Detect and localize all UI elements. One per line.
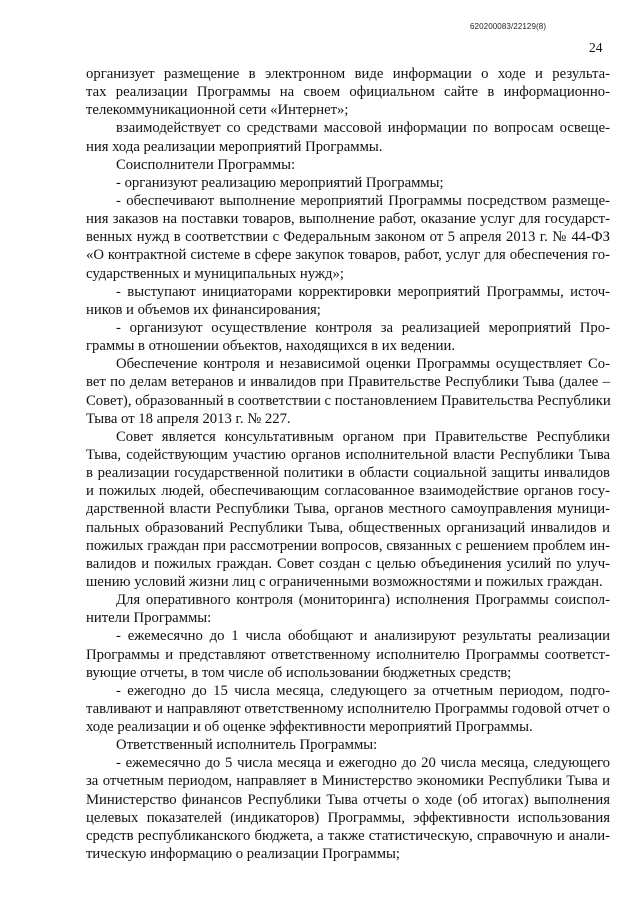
text-line: вет по делам ветеранов и инвалидов при Правительстве Республики Тыва (далее –	[86, 374, 610, 391]
text-line: - ежемесячно до 1 числа обобщают и анализируют результаты реализации	[116, 628, 610, 645]
text-line: Тыва от 18 апреля 2013 г. № 227.	[86, 410, 291, 427]
text-line: Обеспечение контроля и независимой оценки Программы осуществляет Со-	[116, 356, 610, 373]
page-number: 24	[589, 40, 603, 55]
text-line: ников и объемов их финансирования;	[86, 301, 321, 318]
text-line: ния хода реализации мероприятий Программы.	[86, 138, 383, 155]
text-line: сударственных и муниципальных нужд»;	[86, 265, 344, 282]
text-line: тавливают и направляют ответственному исполнителю Программы годовой отчет о	[86, 700, 610, 717]
body-text	[86, 65, 610, 863]
text-line: тах реализации Программы на своем официальном сайте в информационно-	[86, 84, 610, 101]
text-line: дарственной власти Республики Тыва, органов местного самоуправления муници-	[86, 501, 610, 518]
text-line: в реализации государственной политики в области социальной защиты инвалидов	[86, 465, 610, 482]
text-line: «О контрактной системе в сфере закупок товаров, работ, услуг для обеспечения го-	[86, 247, 610, 264]
text-line: пожилых граждан при рассмотрении вопросов, связанных с решением проблем ин-	[86, 537, 610, 554]
text-line: - ежемесячно до 5 числа месяца и ежегодно до 20 числа месяца, следующего	[116, 755, 610, 772]
text-line: целевых показателей (индикаторов) Программы, эффективности использования	[86, 809, 610, 826]
text-line: Министерство финансов Республики Тыва отчеты о ходе (об итогах) выполнения	[86, 791, 610, 808]
text-line: венных нужд в соответствии с Федеральным законом от 5 апреля 2013 г. № 44-ФЗ	[86, 229, 610, 246]
text-line: за отчетным периодом, направляет в Министерство экономики Республики Тыва и	[86, 773, 610, 790]
text-line: телекоммуникационной сети «Интернет»;	[86, 102, 349, 119]
text-line: - организуют осуществление контроля за реализацией мероприятий Про-	[116, 319, 610, 336]
text-line: Соисполнители Программы:	[116, 156, 296, 173]
text-line: Совет), образованный в соответствии с постановлением Правительства Республики	[86, 392, 611, 409]
text-line: - ежегодно до 15 числа месяца, следующего за отчетным периодом, подго-	[116, 682, 610, 699]
text-line: Ответственный исполнитель Программы:	[116, 737, 378, 754]
text-line: Совет является консультативным органом при Правительстве Республики	[116, 428, 610, 445]
text-line: - организуют реализацию мероприятий Программы;	[116, 174, 444, 191]
text-line: валидов и пожилых граждан. Совет создан с целью объединения усилий по улуч-	[86, 555, 610, 572]
text-line: взаимодействует со средствами массовой информации по вопросам освеще-	[116, 120, 610, 137]
text-line: тическую информацию о реализации Программы;	[86, 846, 400, 863]
text-line: граммы в отношении объектов, находящихся в их ведении.	[86, 338, 456, 355]
text-line: ходе реализации и об оценке эффективности мероприятий Программы.	[86, 719, 533, 736]
text-line: Тыва, содействующим участию органов исполнительной власти Республики Тыва	[86, 446, 610, 463]
document-id: 620200083/22129(8)	[470, 22, 547, 31]
text-line: Для оперативного контроля (мониторинга) исполнения Программы соиспол-	[116, 592, 610, 609]
text-line: нители Программы:	[86, 610, 212, 627]
text-line: организует размещение в электронном виде информации о ходе и результа-	[86, 66, 610, 82]
text-line: вующие отчеты, в том числе об использовании бюджетных средств;	[86, 664, 512, 681]
text-line: и пожилых людей, обеспечивающим согласованное взаимодействие органов госу-	[86, 483, 610, 500]
text-line: средств республиканского бюджета, а также статистическую, справочную и анали-	[86, 827, 610, 844]
text-line: пальных образований Республики Тыва, общественных организаций инвалидов и	[86, 519, 610, 536]
text-line: ния заказов на поставки товаров, выполнение работ, оказание услуг для государст-	[86, 211, 610, 228]
text-line: - выступают инициаторами корректировки мероприятий Программы, источ-	[116, 283, 610, 300]
text-line: Программы и представляют ответственному исполнителю Программы соответст-	[86, 646, 610, 663]
text-line: шению условий жизни лиц с ограниченными возможностями и пожилых граждан.	[86, 573, 603, 590]
text-line: - обеспечивают выполнение мероприятий Программы посредством размеще-	[116, 192, 610, 209]
